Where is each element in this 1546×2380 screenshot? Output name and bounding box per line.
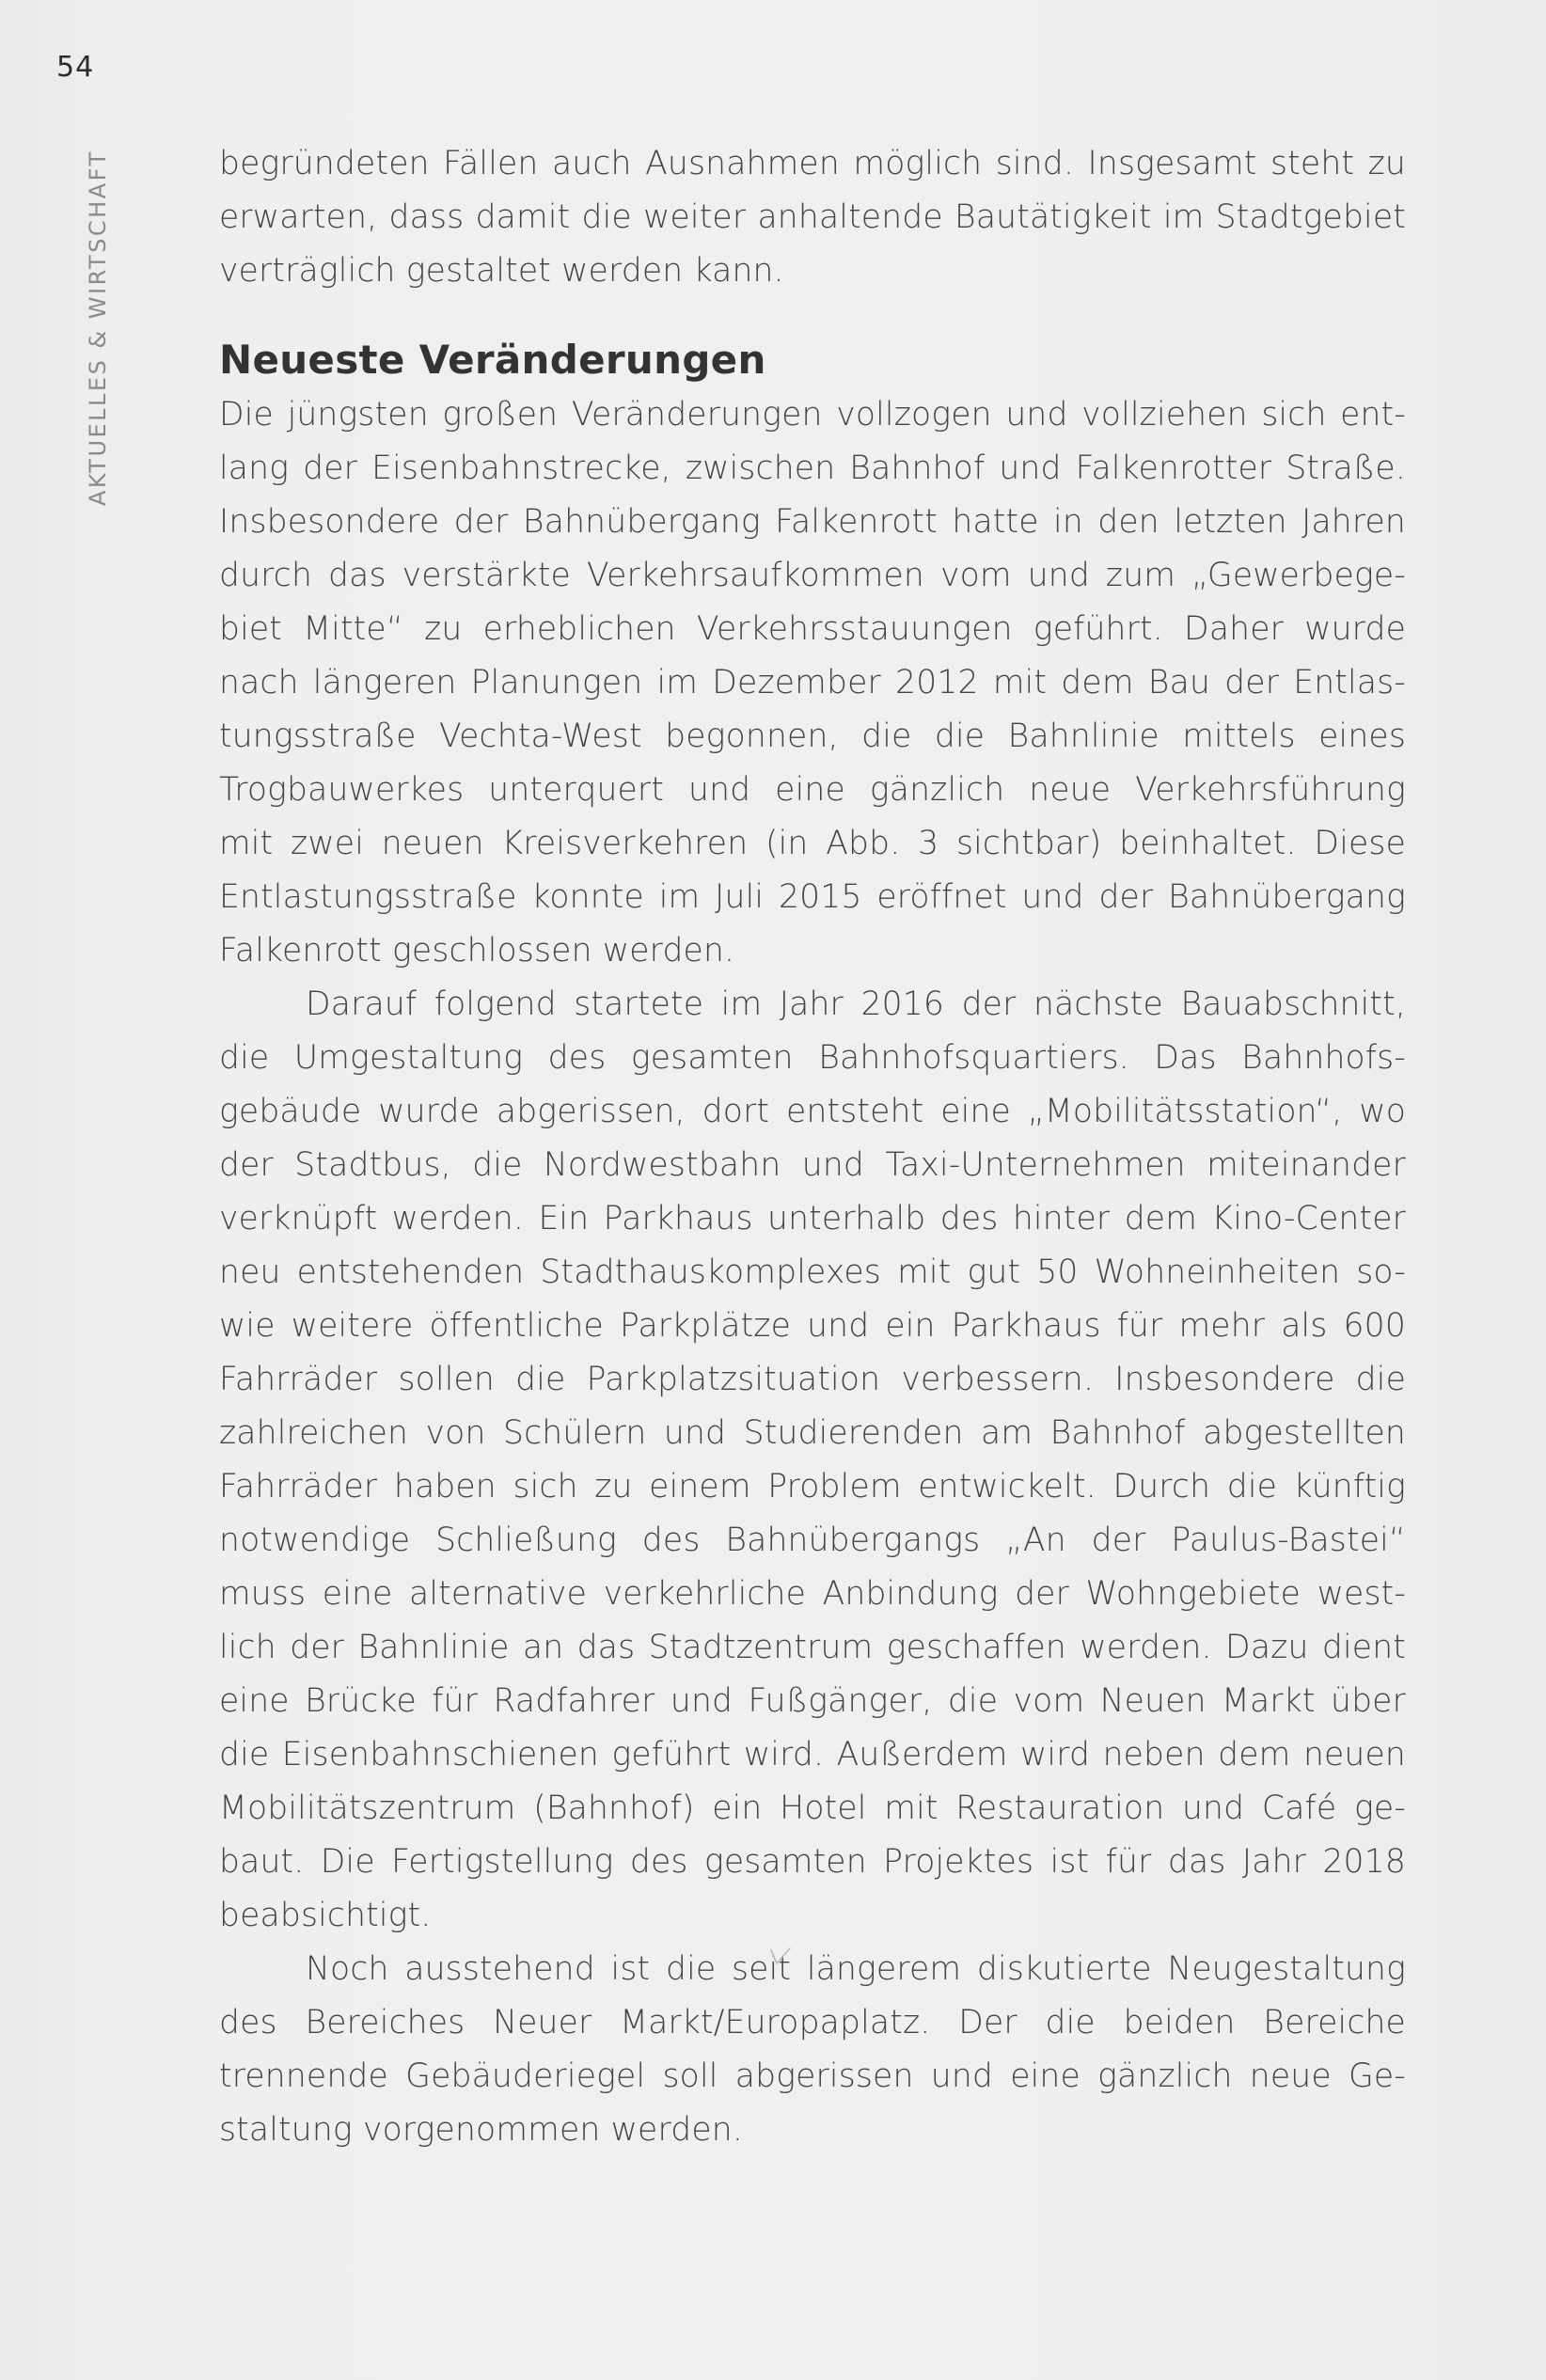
body-line: zahlreichen von Schülern und Studierenden am Bahnhof abgestellten xyxy=(219,1414,1406,1452)
body-line: der Stadtbus, die Nordwestbahn und Taxi-Unternehmen miteinander xyxy=(219,1146,1406,1184)
body-line: Insbesondere der Bahnübergang Falkenrott hatte in den letzten Jahren xyxy=(219,503,1406,541)
section-label: AKTUELLES & WIRTSCHAFT xyxy=(85,150,111,506)
body-line: baut. Die Fertigstellung des gesamten Projektes ist für das Jahr 2018 xyxy=(219,1843,1406,1881)
text-column xyxy=(219,137,1406,2157)
body-line: Entlastungsstraße konnte im Juli 2015 eröffnet und der Bahnübergang xyxy=(219,878,1406,916)
pencil-checkmark xyxy=(769,1945,792,1967)
body-line: Fahrräder haben sich zu einem Problem entwickelt. Durch die künftig xyxy=(219,1468,1406,1505)
body-line: durch das verstärkte Verkehrsaufkommen vom und zum „Gewerbege- xyxy=(219,557,1406,594)
body-line: neu entstehenden Stadthauskomplexes mit gut 50 Wohneinheiten so- xyxy=(219,1253,1406,1291)
body-line: Noch ausstehend ist die seit längerem diskutierte Neugestaltung xyxy=(306,1950,1406,1988)
body-line: muss eine alternative verkehrliche Anbindung der Wohngebiete west- xyxy=(219,1575,1406,1613)
body-line: mit zwei neuen Kreisverkehren (in Abb. 3 sichtbar) beinhaltet. Diese xyxy=(219,825,1406,862)
body-line: lich der Bahnlinie an das Stadtzentrum geschaffen werden. Dazu dient xyxy=(219,1629,1406,1666)
section-heading: Neueste Veränderungen xyxy=(219,337,766,383)
body-line: biet Mitte“ zu erheblichen Verkehrsstauungen geführt. Daher wurde xyxy=(219,610,1406,648)
page-number: 54 xyxy=(56,51,95,84)
body-line: Falkenrott geschlossen werden. xyxy=(219,932,735,969)
body-line: Fahrräder sollen die Parkplatzsituation verbessern. Insbesondere die xyxy=(219,1361,1406,1398)
body-line: die Umgestaltung des gesamten Bahnhofsquartiers. Das Bahnhofs- xyxy=(219,1039,1406,1077)
body-line: verknüpft werden. Ein Parkhaus unterhalb des hinter dem Kino-Center xyxy=(219,1200,1406,1237)
body-line: verträglich gestaltet werden kann. xyxy=(219,252,784,290)
body-line: Die jüngsten großen Veränderungen vollzogen und vollziehen sich ent- xyxy=(219,396,1406,433)
body-line: des Bereiches Neuer Markt/Europaplatz. Der die beiden Bereiche xyxy=(219,2004,1406,2041)
body-line: Mobilitätszentrum (Bahnhof) ein Hotel mit Restauration und Café ge- xyxy=(219,1789,1406,1827)
body-line: Trogbauwerkes unterquert und eine gänzlich neue Verkehrsführung xyxy=(219,771,1406,809)
body-line: begründeten Fällen auch Ausnahmen möglich sind. Insgesamt steht zu xyxy=(219,145,1406,182)
body-line: die Eisenbahnschienen geführt wird. Außerdem wird neben dem neuen xyxy=(219,1736,1406,1773)
body-line: lang der Eisenbahnstrecke, zwischen Bahnhof und Falkenrotter Straße. xyxy=(219,449,1406,487)
body-line: Darauf folgend startete im Jahr 2016 der nächste Bauabschnitt, xyxy=(306,985,1406,1023)
body-line: nach längeren Planungen im Dezember 2012 mit dem Bau der Entlas- xyxy=(219,664,1406,701)
body-line: erwarten, dass damit die weiter anhaltende Bautätigkeit im Stadtgebiet xyxy=(219,198,1406,236)
body-line: tungsstraße Vechta-West begonnen, die die Bahnlinie mittels eines xyxy=(219,717,1406,755)
body-line: staltung vorgenommen werden. xyxy=(219,2111,744,2149)
body-line: wie weitere öffentliche Parkplätze und ein Parkhaus für mehr als 600 xyxy=(219,1307,1406,1345)
body-line: gebäude wurde abgerissen, dort entsteht eine „Mobilitätsstation“, wo xyxy=(219,1093,1406,1130)
body-line: trennende Gebäuderiegel soll abgerissen und eine gänzlich neue Ge- xyxy=(219,2057,1406,2095)
body-line: beabsichtigt. xyxy=(219,1897,432,1934)
body-line: eine Brücke für Radfahrer und Fußgänger, die vom Neuen Markt über xyxy=(219,1682,1406,1720)
body-line: notwendige Schließung des Bahnübergangs „An der Paulus-Bastei“ xyxy=(219,1521,1406,1559)
